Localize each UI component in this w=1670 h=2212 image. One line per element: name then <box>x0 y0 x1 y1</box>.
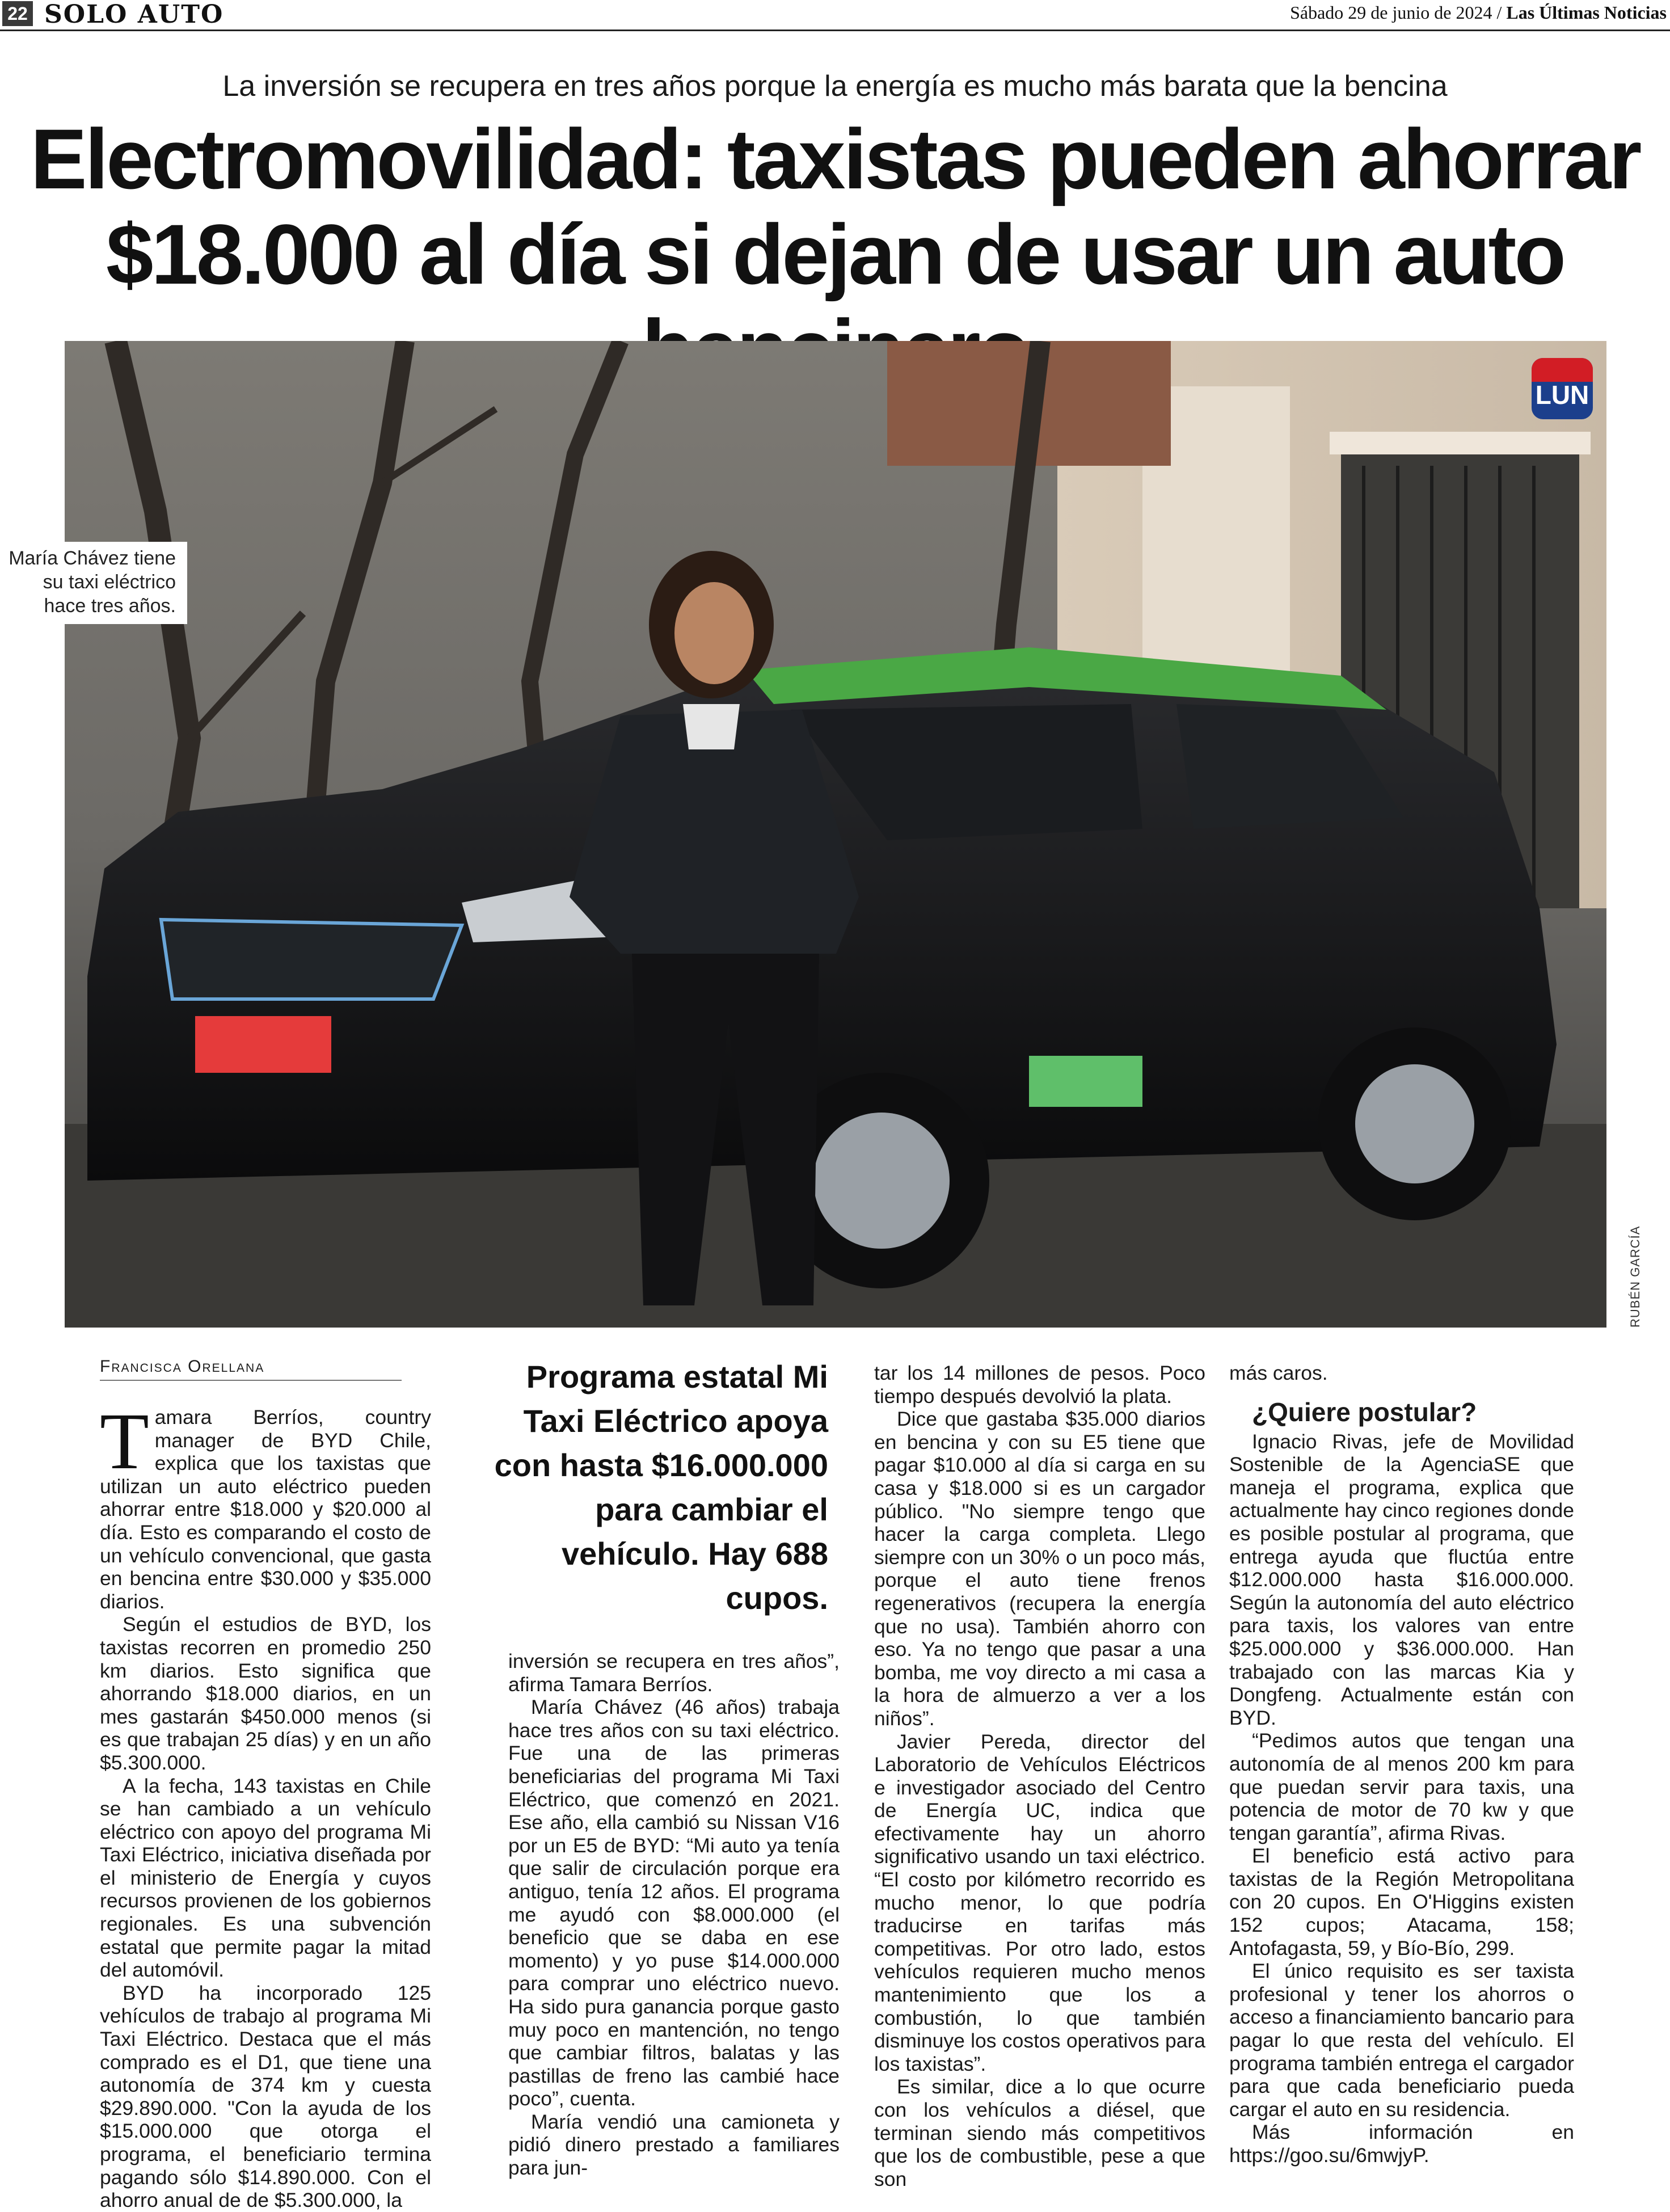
photo-caption: María Chávez tiene su taxi eléctrico hace tres años. <box>0 542 187 624</box>
drop-cap: T <box>100 1396 149 1486</box>
column-2 <box>508 1650 840 2180</box>
paragraph: El único requisito es ser taxista profesional y tener los ahorros o acceso a financiamiento bancario para pagar lo que resta del vehículo. El programa también entrega el cargador para que cada beneficiario pueda cargar el auto en su residencia. <box>1229 1960 1574 2121</box>
publication-name: Las Últimas Noticias <box>1506 2 1667 23</box>
paragraph: más caros. <box>1229 1362 1328 1384</box>
article-byline: Francisca Orellana <box>100 1357 402 1381</box>
paragraph: Dice que gastaba $35.000 diarios en bencina y con su E5 tiene que pagar $10.000 al día si carga en su casa y $18.000 si es un cargador público. "No siempre tengo que hacer la carga completa. Llego siempre con un 30% o un poco más, porque el auto tiene frenos regenerativos (recupera la energía que no usa). También ahorro con eso. Ya no tengo que pasar a una bomba, me voy directo a mi casa a la hora de almuerzo a ver a los niños”. <box>874 1408 1205 1730</box>
pull-quote: Programa estatal Mi Taxi Eléctrico apoya con hasta $16.000.000 para cambiar el vehículo. Hay 688 cupos. <box>494 1359 828 1616</box>
logo-text: LUN <box>1535 380 1589 410</box>
paragraph: Ignacio Rivas, jefe de Movilidad Sostenible de la AgenciaSE que maneja el programa, explica que actualmente hay cinco regiones donde es posible postular al programa, que entrega ayuda que fluctúa entre $12.000.000 hasta $16.000.000. Según la autonomía del auto eléctrico para taxis, los valores van entre $25.000.000 y $36.000.000. Han trabajado con las marcas Kia y Dongfeng. Actualmente están con BYD. <box>1229 1430 1574 1729</box>
paragraph: María Chávez (46 años) trabaja hace tres años con su taxi eléctrico. Fue una de las primeras beneficiarias del programa Mi Taxi Eléctrico, que comenzó en 2021. Ese año, ella cambió su Nissan V16 por un E5 de BYD: “Mi auto ya tenía que salir de circulación porque era antiguo, tenía 12 años. El programa me ayudó con $8.000.000 (el beneficio que se daba en ese momento) y yo puse $14.000.000 para comprar uno eléctrico nuevo. Ha sido pura ganancia porque gasto muy poco en mantención, no tengo que cambiar filtros, balatas y las pastillas de freno las cambié hace poco”, cuenta. <box>508 1696 840 2110</box>
article-photo <box>65 341 1606 1328</box>
lun-logo <box>1532 358 1593 419</box>
paragraph: inversión se recupera en tres años”, afirma Tamara Berríos. <box>508 1650 840 1696</box>
paragraph: Es similar, dice a lo que ocurre con los vehículos a diésel, que terminan siendo más competitivos que los de combustible, pese a que son <box>874 2075 1205 2190</box>
article-kicker: La inversión se recupera en tres años porque la energía es mucho más barata que la bencina <box>222 70 1448 103</box>
paragraph: BYD ha incorporado 125 vehículos de trabajo al programa Mi Taxi Eléctrico. Destaca que el más comprado es el D1, que tiene una autonomía de 374 km y cuesta $29.890.000. "Con la ayuda de los $15.000.000 que otorga el programa, el beneficiario termina pagando sólo $14.890.000. Con el ahorro anual de de $5.300.000, la <box>100 1981 431 2212</box>
column-4 <box>1229 1362 1574 2167</box>
paragraph: A la fecha, 143 taxistas en Chile se han cambiado a un vehículo eléctrico con apoyo del programa Mi Taxi Eléctrico, iniciativa diseñada por el ministerio de Energía y cuyos recursos provienen de los gobiernos regionales. Es una subvención estatal que permite pagar la mitad del automóvil. <box>100 1774 431 1982</box>
headline-line-1: Electromovilidad: taxistas pueden ahorrar <box>30 111 1640 207</box>
section-name: SOLO AUTO <box>44 0 224 29</box>
paragraph: El beneficio está activo para taxistas de la Región Metropolitana con 20 cupos. En O'Higgins existen 152 cupos; Atacama, 158; Antofagasta, 59, y Bío-Bío, 299. <box>1229 1844 1574 1960</box>
page-header <box>0 0 1670 31</box>
column-3 <box>874 1362 1205 2190</box>
paragraph: María vendió una camioneta y pidió dinero prestado a familiares para jun- <box>508 2110 840 2180</box>
dateline: Sábado 29 de junio de 2024 / Las Últimas Noticias <box>1290 2 1667 23</box>
paragraph: Tamara Berríos, country manager de BYD Chile, explica que los taxistas que utilizan un auto eléctrico pueden ahorrar entre $18.000 y $20.000 al día. Esto es comparando el costo de un vehículo convencional, que gasta en bencina entre $30.000 y $35.000 diarios. <box>100 1396 431 1613</box>
paragraph: Más información en https://goo.su/6mwjyP. <box>1229 2121 1574 2167</box>
page-number: 22 <box>2 1 33 26</box>
photo-illustration <box>65 341 1606 1328</box>
paragraph: tar los 14 millones de pesos. Poco tiempo después devolvió la plata. <box>874 1362 1205 1408</box>
section-subhead: ¿Quiere postular? <box>1252 1397 1477 1427</box>
paragraph: “Pedimos autos que tengan una autonomía de al menos 200 km para que puedan servir para taxis, una potencia de motor de 70 kw y que tengan garantía”, afirma Rivas. <box>1229 1729 1574 1844</box>
paragraph: Según el estudios de BYD, los taxistas recorren en promedio 250 km diarios. Esto significa que ahorrando $18.000 diarios, en un mes gastarán $450.000 menos (si es que trabajan 25 días) y en un año $5.300.000. <box>100 1613 431 1774</box>
headline-line-2: $18.000 al día si dejan de usar un auto <box>106 207 1564 302</box>
paragraph: Javier Pereda, director del Laboratorio de Vehículos Eléctricos e investigador asociado del Centro de Energía UC, indica que efectivamente hay un ahorro significativo usando un taxi eléctrico. “El costo por kilómetro recorrido es mucho menor, lo que podría traducirse en tarifas más competitivas. Por otro lado, estos vehículos requieren mucho menos mantenimiento que los a combustión, lo que también disminuye los costos operativos para los taxistas”. <box>874 1730 1205 2075</box>
photo-credit: RUBÉN GARCÍA <box>1628 1225 1642 1328</box>
publication-date: Sábado 29 de junio de 2024 <box>1290 2 1492 23</box>
column-1 <box>100 1396 431 2212</box>
